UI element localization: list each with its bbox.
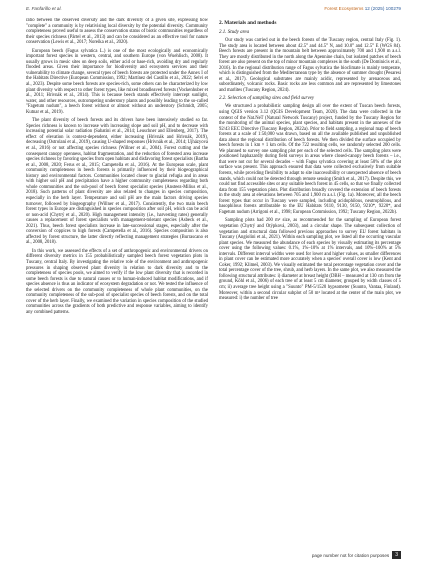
paragraph-beech-overview: European beech (Fagus sylvatica L.) is one of the most ecologically and economically important forest species in western, central, and southern Europe (von Wuehlisch, 2008). It usually grows in mesic sites on deep soils, either acid or base-rich, avoiding dry and regularly flooded areas. Given their importance for biodiversity and ecosystem services and their vulnerability to climate change, several types of beech forests are protected under the Annex I of the Habitats Directive (European Commission, 1992; Martínez del Castillo et al., 2022; Selvi et al., 2023). Despite some beech forests are species-rich, some others can be characterized by low plant diversity with respect to other forest types, like mixed broadleaved forests (Vockenhuber et al., 2011; Hrivnák et al., 2014). This is because beech stands effectively intercept sunlight, water, and other resources, outcompeting understory plants and possibly leading to the so-called "Fagetum nudum", a beech forest without or almost without an understory (Schmidt, 2005; Kutnar et al., 2019). bbox=[26, 48, 208, 115]
paragraph-study-aims: In this work, we assessed the effects of a set of anthropogenic and environmental drivers on different diversity metrics in 155 probabilistically sampled beech forest vegetation plots in Tuscany, central Italy. By investigating the relative role of the environment and anthropogenic pressures in shaping observed plant diversity in relation to dark diversity and to the completeness of species pools, we aimed to verify if the low plant diversity that is recorded in some beech forests is due to natural causes or to human-induced habitat modifications, and if species absence is thus an indicator of ecosystem degradation or not. We tested the influence of the selected drivers on the community completeness of whole plant communities, on the community completeness of the sub-pool of specialist species of beech forests, and on the total cover of the herb layer. Finally, we examined the variation in species composition of the studied communities across the gradients of both predictive and response variables, aiming to identify any combined patterns. bbox=[26, 248, 208, 315]
paragraph-sampling-design: We structured a probabilistic sampling design all over the extent of Tuscan beech forests, using QGIS version 3.12 (QGIS Development Team, 2020). The data were collected in the context of the Nat.NeT (Natural Network Tuscany) project, funded by the Tuscany Region for the monitoring of the animal species, plant species, and habitats present in the annexes of the 92/43 EEC Directive (Tuscany Region, 2022a). Prior to field sampling, a regional map of beech forests at a scale of 1:50,000 was drawn, based on all the available published and unpublished data about the regional distribution of beech forests. We then divided the surface occupied by beech forests in 1 km × 1 km cells. Of the 722 resulting cells, we randomly selected 200 cells. We planned to survey one sampling plot per each of the selected cells. The sampling plots were positioned haphazardly during field surveys in areas where closed-canopy beech forests – i.e., that were not cut for several decades – with Fagus sylvatica covering at least 50% of the plot surface was present. This approach ensured that data were collected exclusively from suitable forests, while providing flexibility to adapt to site inaccessibility or unexpected absence of beech stands, which could not be detected through remote sensing (Smith et al., 2017). Despite this, we could not find accessible sites or any suitable beech forest in 45 cells, so that we finally collected data from 155 vegetation plots. Plot distribution broadly covered the extension of beech forests in the study area at elevations between 705 and 1,900 m a.s.l. (Fig. 1a). Moreover, all the beech forest types that occur in Tuscany were sampled, including acidophilous, neutrophilous, and basophilous forests attributable to the EU Habitats 9110, 9130, 9150, 9210*, 9220*, and Fagetum nudum (Arrigoni et al., 1998; European Commission, 1992; Tuscany Region, 2022b). bbox=[219, 104, 401, 215]
paragraph-study-area: Our study was carried out in the beech forests of the Tuscany region, central Italy (Fig. 1). The study area is located between about 42.5° and 44.5° N, and 10.0° and 12.5° E (WGS 84). Beech forests are present in the mountain belt between approximately 700 and 1,900 m a.s.l. They are mostly distributed in the north along the Apennine chain, but isolated patches of beech forest are also present on the top of minor mountain complexes in the south (De Dominicis et al., 2016). In the regional distribution range of Fagus sylvatica the bioclimate is mainly temperate, which is distinguished from the Mediterranean type by the absence of summer drought (Pesaresi et al., 2017). Geological substrates are mainly acidic, represented by arenaceous and, subordinately, volcanic rocks. Basic rocks are less common and are represented by limestones and marlites (Tuscany Region, 2024). bbox=[219, 38, 401, 93]
left-column bbox=[26, 18, 208, 544]
subsection-heading-study-area: 2.1. Study area bbox=[219, 30, 250, 35]
header-volume: 12 (2025) 100279 bbox=[364, 6, 401, 11]
subsection-heading-sampling: 2.2. Selection of sampling sites and field survey bbox=[219, 96, 315, 102]
paragraph-plant-diversity: The plant diversity of beech forests and its drivers have been intensively studied so far. Species richness is known to increase with increasing slope and soil pH, and to decrease with increasing potential solar radiation (Sabatini et al., 2014; Leuschner and Ellenberg, 2017). The effect of elevation is context-dependent, either increasing (Hrivnák and Hrivnák, 2019), decreasing (Ostrolaní et al., 2019), causing U-shaped responses (Hrivnák et al., 2014; Ujházyová et al., 2016) or not affecting species richness (Willner et al., 2004). Forest cutting and the consequent canopy openness, habitat fragmentation, and the reduction of forested area increase species richness by favoring species from open habitats and disfavoring forest specialists (Bartha et al., 2008, 2020; Ferus et al., 2015; Campetella et al., 2016). At the European scale, plant community completeness in beech forests is primarily influenced by their biogeographical history and environmental factors. Communities located closer to glacial refugia and in areas with higher soil pH and precipitation have a higher community completeness regarding both whole communities and the sub-pool of beech forest specialist species (Ansteez-Milius et al., 2018). Such patterns of plant diversity are also related to changes in species composition, especially in the herb layer. Temperature and soil pH are the main factors driving species turnover, followed by biogeography (Willner et al., 2017). Consistently, the two main beech forest types in Europe are distinguished in species composition after soil pH, which can be acid or non-acid (Chytrý et al., 2020). High management intensity (i.e., harvesting rates) generally causes a replacement of forest specialists with management-tolerant species (Asbeck et al., 2021). Thus, beech forest specialists increase in late-successional stages, especially after the conversion of coppices to high forests (Campetella et al., 2016). Species composition is also affected by forest structure, the latter directly reflecting management strategies (Burrascano et al., 2008, 2018). bbox=[26, 118, 208, 246]
section-heading-methods: 2. Materials and methods bbox=[219, 20, 277, 26]
paragraph-intro-continued: ratio between the observed diversity and the dark diversity of a given site, expressing how "complete" a community is by relativising local diversity by the potential diversity. Community completeness proved useful to assess the conservation status of biotic communities regardless of their species richness (Pärtel et al., 2013) and can be considered as an effective tool for nature conservation (Lewis et al., 2017; Noreika et al., 2020). bbox=[26, 18, 208, 46]
two-column-body bbox=[26, 18, 401, 544]
right-column bbox=[219, 18, 401, 544]
running-header bbox=[26, 6, 401, 14]
page-footer bbox=[312, 550, 401, 560]
page-number: 3 bbox=[392, 551, 401, 559]
header-journal-info bbox=[324, 6, 401, 11]
footer-notice: page number not for citation purposes bbox=[311, 552, 390, 558]
paragraph-sampling-plots: Sampling plots had 200 m² size, as recommended for the sampling of European forest vegetation (Chytrý and Otýpková, 2003), and a circular shape. The subsequent collection of vegetation and structural data followed previous approaches to survey EU forest habitats in Tuscany (Angiolini et al., 2021). Within each sampling plot, we listed all the occurring vascular plant species. We measured the abundance of each species by visually estimating its percentage cover using the following values: 0.1%, 1%–10% at 1% intervals, and 10%–100% at 5% intervals. Different interval widths were used for lower and higher values, as smaller differences in plant cover can be estimated more accurately when a species' overall cover is low (Kent and Coker, 1992; Klimeš, 2003). We visually estimated the total percentage vegetation cover and the total percentage cover of the tree, shrub, and herb layers. In the same plot, we also measured the following structural attributes: i) diameter at breast height (DBH – measured at 130 cm from the ground, Köhl et al., 2006) of each tree of at least 5 cm diameter, grouped by width classes of 5 cm; ii) average tree height using a "Suunto" PM-5/1520 hypsometer (Suunto, Vantaa, Finland). Moreover, within a second circular subplot of 50 m² located at the center of the main plot, we measured: i) the number of tree bbox=[219, 218, 401, 302]
header-authors: E. Fanfarillo et al. bbox=[26, 6, 62, 11]
header-journal: Forest Ecosystems bbox=[324, 6, 364, 11]
